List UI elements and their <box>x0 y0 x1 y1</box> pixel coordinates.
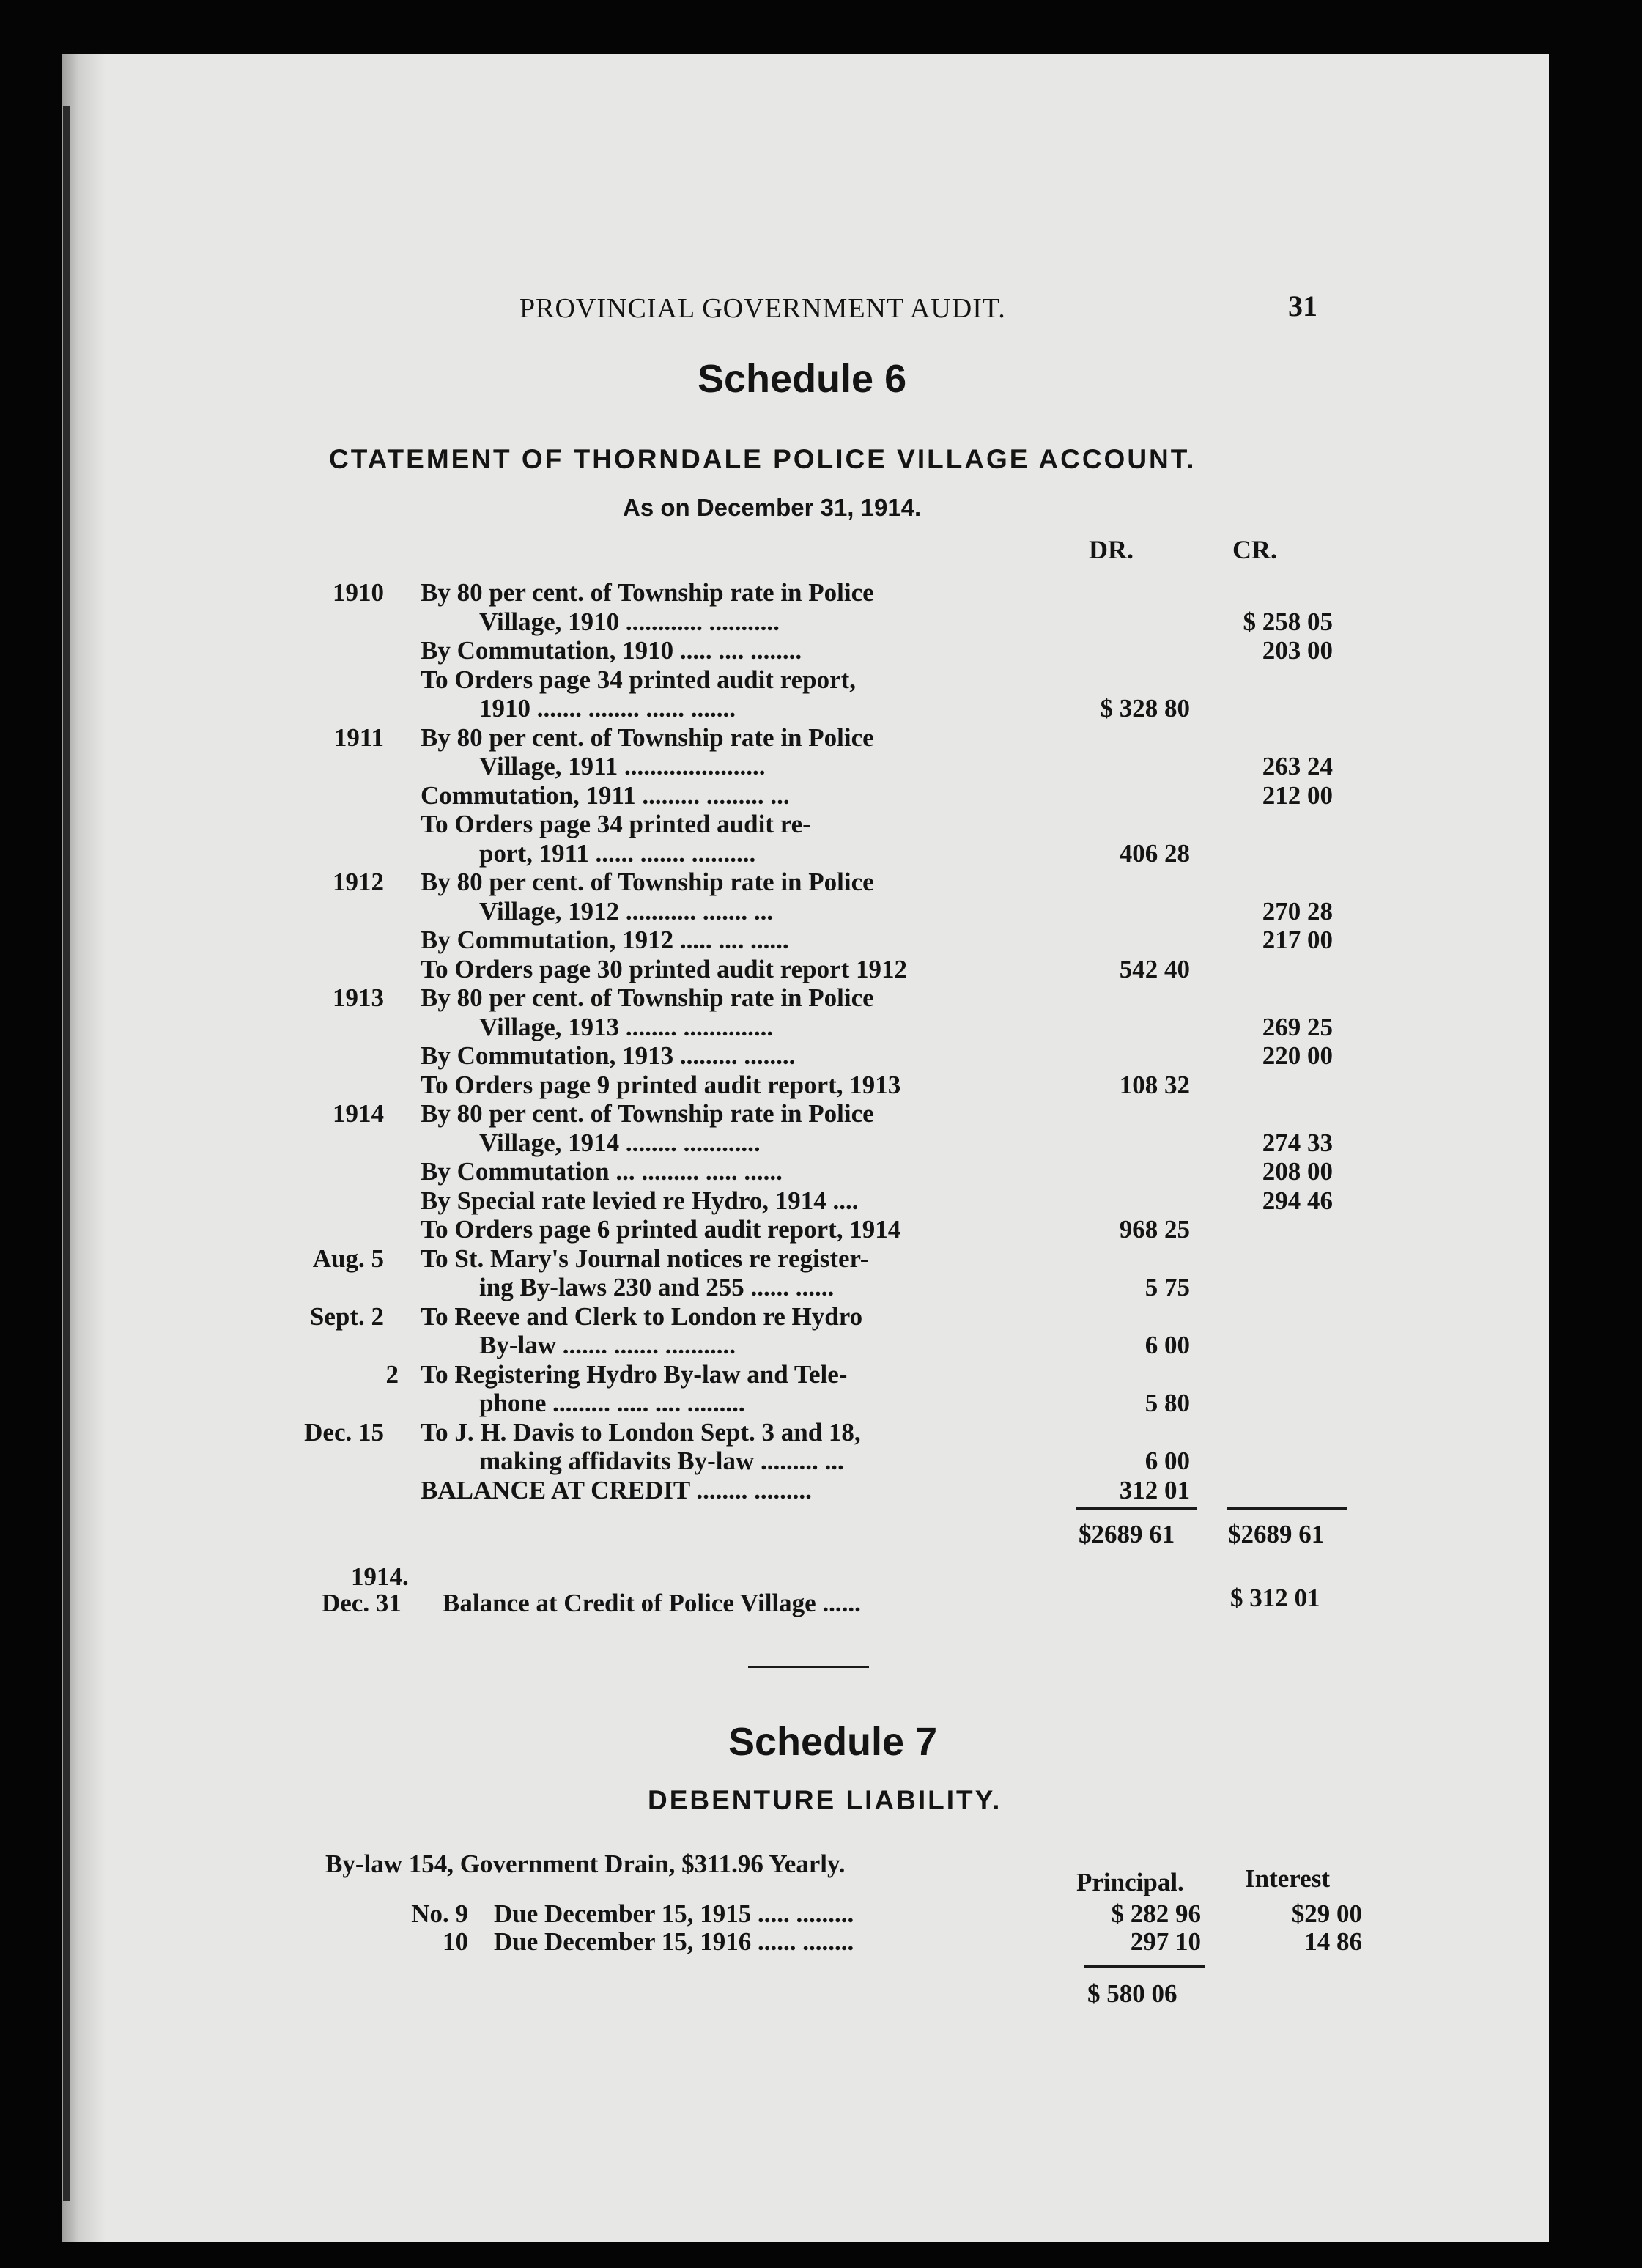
ledger-cr-amount: 220 00 <box>1262 1041 1333 1070</box>
ledger-date: Aug. 5 <box>312 1244 384 1273</box>
ledger-date: 1911 <box>333 723 384 752</box>
ledger-line-text: By 80 per cent. of Township rate in Police <box>421 868 874 896</box>
page-number: 31 <box>1288 289 1317 322</box>
ledger-line-text: To Orders page 30 printed audit report 1912 <box>421 955 908 983</box>
column-header-cr: CR. <box>1232 535 1277 564</box>
ledger-line-text: Village, 1910 ............ ........... <box>479 607 780 636</box>
section-divider <box>748 1666 869 1668</box>
ledger-line-text: Village, 1913 ........ .............. <box>479 1013 774 1041</box>
ledger-line-text: To Orders page 34 printed audit report, <box>421 665 857 694</box>
schedule-7-subtitle: DEBENTURE LIABILITY. <box>648 1785 1002 1815</box>
debenture-interest: $29 00 <box>1291 1899 1362 1928</box>
ledger-dr-amount: 5 75 <box>1144 1273 1190 1301</box>
ledger-line-text: To St. Mary's Journal notices re register- <box>421 1244 869 1273</box>
ledger-dr-amount: 5 80 <box>1144 1389 1190 1417</box>
ledger-line-text: ing By-laws 230 and 255 ...... ...... <box>479 1273 835 1301</box>
ledger-line-text: To Orders page 6 printed audit report, 1914 <box>421 1215 901 1244</box>
bylaw-line: By-law 154, Government Drain, $311.96 Yearly. <box>325 1850 846 1878</box>
ledger-date: Sept. 2 <box>309 1302 384 1331</box>
column-header-interest: Interest <box>1245 1864 1330 1893</box>
ledger-date: 1914 <box>333 1099 384 1128</box>
ledger-line-text: By 80 per cent. of Township rate in Police <box>421 1099 874 1128</box>
principal-total-rule <box>1084 1965 1205 1968</box>
ledger-dr-amount: 312 01 <box>1119 1476 1190 1504</box>
ledger-cr-amount: 203 00 <box>1262 636 1333 665</box>
schedule-6-title: Schedule 6 <box>698 357 907 401</box>
ledger-dr-amount: 108 32 <box>1119 1071 1190 1099</box>
ledger-date: 1912 <box>333 868 384 896</box>
schedule-6-date: As on December 31, 1914. <box>623 494 922 521</box>
ledger-line-text: phone ......... ..... .... ......... <box>479 1389 745 1417</box>
debenture-description: Due December 15, 1916 ...... ........ <box>494 1927 854 1956</box>
column-header-principal: Principal. <box>1076 1868 1184 1896</box>
ledger-line-text: By 80 per cent. of Township rate in Police <box>421 983 874 1012</box>
schedule-6-subtitle: CTATEMENT OF THORNDALE POLICE VILLAGE ACCOUNT. <box>329 444 1197 474</box>
debenture-principal: $ 282 96 <box>1111 1899 1201 1928</box>
ledger-cr-amount: 269 25 <box>1262 1013 1333 1041</box>
closing-year: 1914. <box>351 1562 409 1591</box>
ledger-date: 1913 <box>333 983 384 1012</box>
debenture-number: 10 <box>443 1927 468 1956</box>
ledger-line-text: By Commutation, 1910 ..... .... ........ <box>421 636 802 665</box>
ledger-cr-amount: $ 258 05 <box>1243 607 1333 636</box>
ledger-dr-amount: 406 28 <box>1119 839 1190 868</box>
ledger-cr-amount: 294 46 <box>1262 1186 1333 1215</box>
ledger-date: 2 <box>385 1360 399 1389</box>
ledger-dr-amount: 6 00 <box>1144 1447 1190 1475</box>
closing-date: Dec. 31 <box>322 1589 402 1617</box>
cr-total: $2689 61 <box>1228 1520 1325 1548</box>
ledger-dr-amount: 542 40 <box>1119 955 1190 983</box>
debenture-interest: 14 86 <box>1304 1927 1362 1956</box>
closing-cr: $ 312 01 <box>1230 1584 1320 1612</box>
ledger-line-text: By-law ....... ....... ........... <box>479 1331 736 1359</box>
running-title: PROVINCIAL GOVERNMENT AUDIT. <box>519 293 1006 324</box>
column-header-dr: DR. <box>1089 535 1134 564</box>
ledger-cr-amount: 212 00 <box>1262 781 1333 810</box>
ledger-cr-amount: 217 00 <box>1262 926 1333 954</box>
ledger-line-text: By Commutation, 1912 ..... .... ...... <box>421 926 789 954</box>
ledger-date: 1910 <box>333 578 384 607</box>
ledger-line-text: To Orders page 9 printed audit report, 1913 <box>421 1071 901 1099</box>
debenture-number: No. 9 <box>411 1899 468 1928</box>
ledger-cr-amount: 270 28 <box>1262 897 1333 926</box>
ledger-line-text: To J. H. Davis to London Sept. 3 and 18, <box>421 1418 861 1447</box>
ledger-line-text: Village, 1911 ...................... <box>479 752 766 780</box>
dr-total-rule <box>1076 1507 1197 1510</box>
document-page <box>62 54 1549 2242</box>
ledger-line-text: To Registering Hydro By-law and Tele- <box>421 1360 848 1389</box>
cr-total-rule <box>1227 1507 1347 1510</box>
ledger-line-text: making affidavits By-law ......... ... <box>479 1447 844 1475</box>
ledger-line-text: BALANCE AT CREDIT ........ ......... <box>421 1476 812 1504</box>
ledger-line-text: port, 1911 ...... ....... .......... <box>479 839 756 868</box>
ledger-line-text: Commutation, 1911 ......... ......... ... <box>421 781 790 810</box>
binding-edge <box>63 106 70 2201</box>
ledger-dr-amount: $ 328 80 <box>1100 694 1190 723</box>
ledger-line-text: By Special rate levied re Hydro, 1914 .... <box>421 1186 859 1215</box>
ledger-cr-amount: 208 00 <box>1262 1157 1333 1186</box>
ledger-line-text: By 80 per cent. of Township rate in Police <box>421 723 874 752</box>
ledger-dr-amount: 6 00 <box>1144 1331 1190 1359</box>
ledger-line-text: By Commutation ... ......... ..... ...... <box>421 1157 783 1186</box>
ledger-line-text: By Commutation, 1913 ......... ........ <box>421 1041 796 1070</box>
dr-total: $2689 61 <box>1079 1520 1175 1548</box>
ledger-dr-amount: 968 25 <box>1119 1215 1190 1244</box>
ledger-line-text: To Reeve and Clerk to London re Hydro <box>421 1302 863 1331</box>
principal-total: $ 580 06 <box>1087 1979 1177 2008</box>
ledger-cr-amount: 263 24 <box>1262 752 1333 780</box>
closing-text: Balance at Credit of Police Village ...... <box>443 1589 861 1617</box>
ledger-line-text: To Orders page 34 printed audit re- <box>421 810 811 838</box>
debenture-description: Due December 15, 1915 ..... ......... <box>494 1899 854 1928</box>
ledger-line-text: Village, 1914 ........ ............ <box>479 1129 761 1157</box>
ledger-line-text: Village, 1912 ........... ....... ... <box>479 897 774 926</box>
schedule-7-title: Schedule 7 <box>728 1720 938 1764</box>
ledger-cr-amount: 274 33 <box>1262 1129 1333 1157</box>
ledger-line-text: 1910 ....... ........ ...... ....... <box>479 694 736 723</box>
ledger-line-text: By 80 per cent. of Township rate in Police <box>421 578 874 607</box>
ledger-date: Dec. 15 <box>304 1418 384 1447</box>
debenture-principal: 297 10 <box>1130 1927 1201 1956</box>
